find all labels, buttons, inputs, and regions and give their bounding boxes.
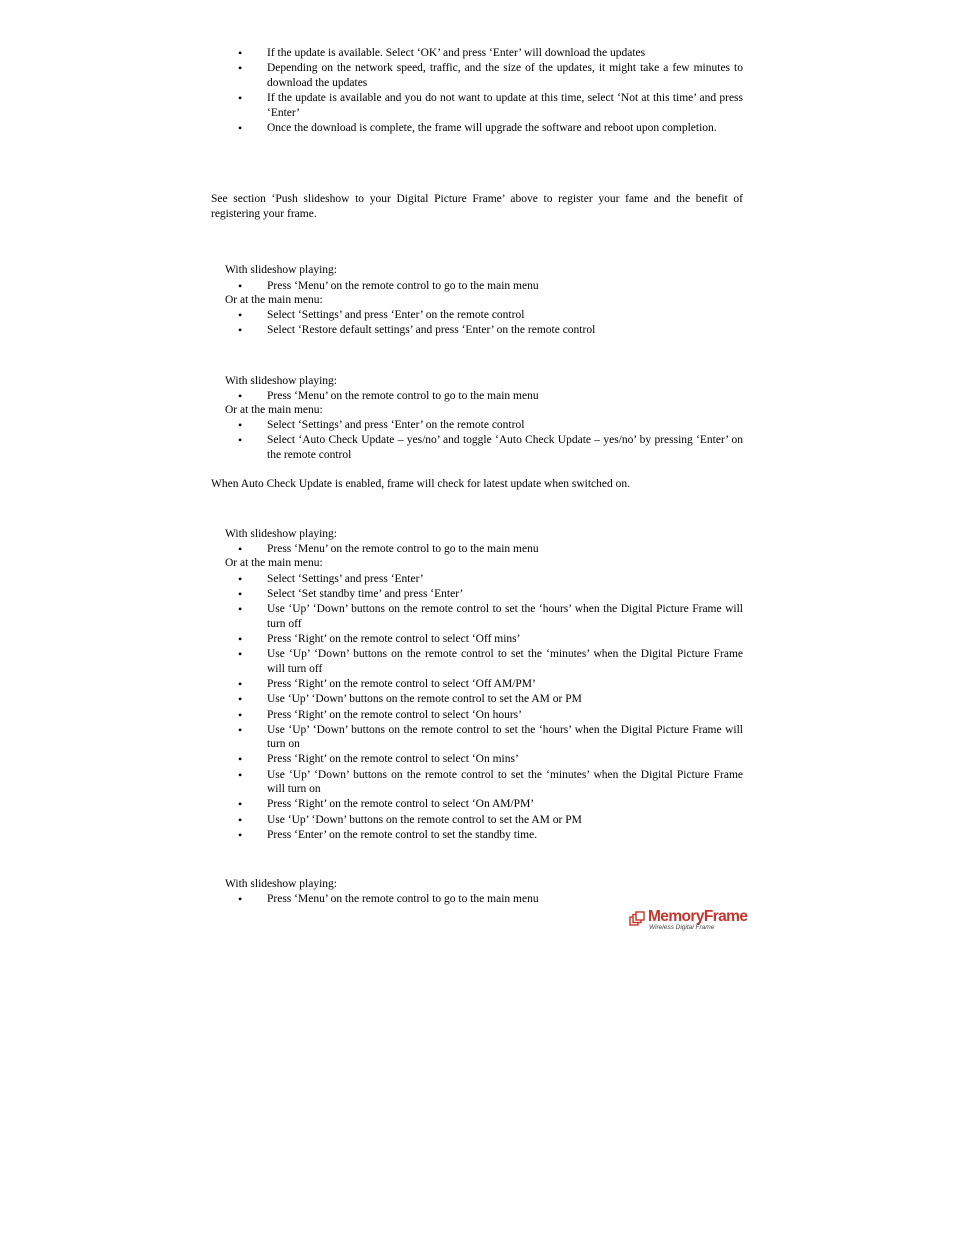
restore-lead-main-menu: Or at the main menu: bbox=[225, 294, 323, 306]
list-item: • Use ‘Up’ ‘Down’ buttons on the remote control to set the AM or PM bbox=[225, 813, 743, 828]
list-item: • Use ‘Up’ ‘Down’ buttons on the remote control to set the ‘minutes’ when the Digital Picture Frame will turn on bbox=[225, 768, 743, 797]
list-item: • Press ‘Menu’ on the remote control to go to the main menu bbox=[225, 542, 743, 557]
list-item: • If the update is available. Select ‘OK’ and press ‘Enter’ will download the updates bbox=[225, 46, 743, 61]
list-item: • Select ‘Restore default settings’ and press ‘Enter’ on the remote control bbox=[225, 323, 743, 338]
last-slideshow-list bbox=[225, 892, 743, 907]
standby-main-menu-list bbox=[225, 572, 743, 843]
standby-slideshow-list bbox=[225, 542, 743, 557]
logo-wordmark: MemoryFrame bbox=[648, 908, 748, 925]
restore-main-menu-list bbox=[225, 308, 743, 338]
restore-slideshow-list bbox=[225, 279, 743, 294]
list-item: • Select ‘Settings’ and press ‘Enter’ bbox=[225, 572, 743, 587]
auto-check-note: When Auto Check Update is enabled, frame will check for latest update when switched on. bbox=[211, 478, 630, 490]
logo-tagline: Wireless Digital Frame bbox=[649, 924, 715, 931]
list-item: • Press ‘Menu’ on the remote control to go to the main menu bbox=[225, 892, 743, 907]
auto-check-main-menu-list bbox=[225, 418, 743, 463]
list-item: • Select ‘Settings’ and press ‘Enter’ on the remote control bbox=[225, 308, 743, 323]
list-item: • Press ‘Right’ on the remote control to select ‘On mins’ bbox=[225, 752, 743, 767]
list-item: • Press ‘Enter’ on the remote control to set the standby time. bbox=[225, 828, 743, 843]
list-item: • Press ‘Right’ on the remote control to select ‘Off AM/PM’ bbox=[225, 677, 743, 692]
update-steps-list bbox=[225, 46, 743, 136]
register-paragraph: See section ‘Push slideshow to your Digital Picture Frame’ above to register your fame and the benefit of registering your frame. bbox=[211, 193, 743, 220]
memoryframe-logo bbox=[629, 907, 747, 935]
last-lead-slideshow: With slideshow playing: bbox=[225, 878, 337, 890]
list-item: • Use ‘Up’ ‘Down’ buttons on the remote control to set the ‘hours’ when the Digital Picture Frame will turn on bbox=[225, 723, 743, 752]
auto-check-lead-main-menu: Or at the main menu: bbox=[225, 404, 323, 416]
list-item: • Once the download is complete, the frame will upgrade the software and reboot upon completion. bbox=[225, 121, 743, 136]
stacked-frames-icon bbox=[629, 910, 647, 928]
list-item: • Use ‘Up’ ‘Down’ buttons on the remote control to set the ‘minutes’ when the Digital Picture Frame will turn off bbox=[225, 647, 743, 676]
standby-lead-slideshow: With slideshow playing: bbox=[225, 528, 337, 540]
auto-check-slideshow-list bbox=[225, 389, 743, 404]
list-item: • Press ‘Right’ on the remote control to select ‘Off mins’ bbox=[225, 632, 743, 647]
list-item: • Press ‘Right’ on the remote control to select ‘On hours’ bbox=[225, 708, 743, 723]
list-item: • Select ‘Settings’ and press ‘Enter’ on the remote control bbox=[225, 418, 743, 433]
list-item: • Use ‘Up’ ‘Down’ buttons on the remote control to set the ‘hours’ when the Digital Picture Frame will turn off bbox=[225, 602, 743, 631]
list-item: • Select ‘Set standby time’ and press ‘Enter’ bbox=[225, 587, 743, 602]
list-item: • Select ‘Auto Check Update – yes/no’ and toggle ‘Auto Check Update – yes/no’ by pressing ‘Enter’ on the remote control bbox=[225, 433, 743, 462]
list-item: • Press ‘Menu’ on the remote control to go to the main menu bbox=[225, 279, 743, 294]
list-item: • Depending on the network speed, traffic, and the size of the updates, it might take a few minutes to download the updates bbox=[225, 61, 743, 90]
list-item: • Press ‘Right’ on the remote control to select ‘On AM/PM’ bbox=[225, 797, 743, 812]
list-item: • Press ‘Menu’ on the remote control to go to the main menu bbox=[225, 389, 743, 404]
restore-lead-slideshow: With slideshow playing: bbox=[225, 264, 337, 276]
auto-check-lead-slideshow: With slideshow playing: bbox=[225, 375, 337, 387]
list-item: • Use ‘Up’ ‘Down’ buttons on the remote control to set the AM or PM bbox=[225, 692, 743, 707]
list-item: • If the update is available and you do not want to update at this time, select ‘Not at this time’ and press ‘Enter’ bbox=[225, 91, 743, 120]
standby-lead-main-menu: Or at the main menu: bbox=[225, 557, 323, 569]
